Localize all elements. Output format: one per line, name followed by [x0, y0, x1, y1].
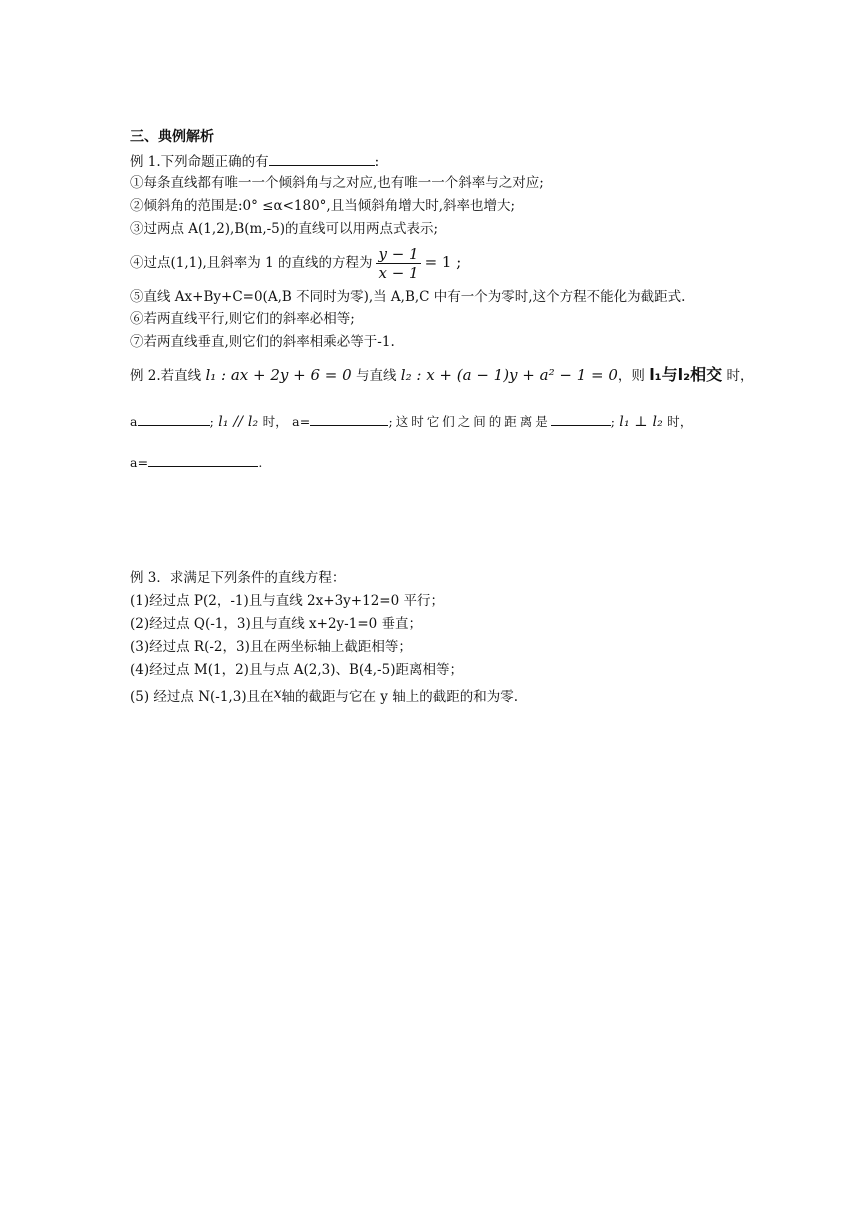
example-2-blank-intersect: [138, 411, 210, 426]
example-2-end: .: [258, 455, 263, 470]
example-2-a-eq-2: a=: [130, 455, 149, 470]
example-3-item-1: (1)经过点 P(2，-1)且与直线 2x+3y+12=0 平行；: [130, 593, 444, 609]
example-3-item-5-suffix: 轴的截距与它在 y 轴上的截距的和为零.: [281, 689, 518, 705]
example-2-perp-when: 时，: [667, 414, 693, 429]
example-1-answer-blank: [269, 151, 375, 166]
section-heading: 三、典例解析: [130, 129, 214, 145]
example-2-mid: 与直线: [356, 368, 397, 384]
intersect-condition: l₁与l₂相交: [649, 365, 723, 384]
example-3-item-2: (2)经过点 Q(-1，3)且与直线 x+2y-1=0 垂直；: [130, 616, 423, 632]
example-1-item-2: ②倾斜角的范围是:0° ≤α<180°,且当倾斜角增大时,斜率也增大;: [130, 198, 516, 214]
example-2-prefix: 例 2.若直线: [130, 368, 202, 384]
example-2-distance-text: ;这时它们之间的距离是: [388, 414, 551, 429]
example-2-blank-perpendicular: [148, 452, 258, 467]
line-l1-equation: l₁ : ax + 2y + 6 = 0: [205, 366, 352, 384]
parallel-condition: l₁ // l₂: [218, 414, 259, 430]
fraction-denominator: x − 1: [378, 264, 419, 282]
line-l2-equation: l₂ : x + (a − 1)y + a² − 1 = 0: [400, 366, 618, 384]
example-2-a-eq: a=: [292, 414, 311, 429]
perpendicular-condition: l₁ ⊥ l₂: [619, 414, 663, 430]
example-2-blank-parallel: [310, 411, 388, 426]
example-2-a-label: a: [130, 414, 138, 429]
example-1-item-5: ⑤直线 Ax+By+C=0(A,B 不同时为零),当 A,B,C 中有一个为零时,这个方程不能化为截距式.: [130, 289, 686, 305]
example-2-parallel-when: 时，: [262, 414, 288, 429]
example-1-item-4-suffix: = 1 ;: [424, 253, 462, 271]
fraction: [376, 245, 420, 282]
example-3-item-5-prefix: (5) 经过点 N(-1,3)且在: [130, 689, 274, 705]
example-1-item-6: ⑥若两直线平行,则它们的斜率必相等;: [130, 311, 355, 327]
example-2-when: 时，: [726, 368, 754, 384]
example-1-item-1: ①每条直线都有唯一一个倾斜角与之对应,也有唯一一个斜率与之对应;: [130, 175, 544, 191]
example-1-item-7: ⑦若两直线垂直,则它们的斜率相乘必等于-1.: [130, 334, 395, 350]
example-3-item-3: (3)经过点 R(-2，3)且在两坐标轴上截距相等；: [130, 639, 412, 655]
example-2-line-3: [130, 452, 263, 473]
example-1-prompt: [130, 151, 379, 172]
example-3-prompt: 例 3．求满足下列条件的直线方程：: [130, 570, 346, 586]
example-3-item-5: [130, 684, 518, 707]
example-1-item-3: ③过两点 A(1,2),B(m,-5)的直线可以用两点式表示;: [130, 221, 439, 237]
example-2-line-1: [130, 362, 753, 389]
example-1-prompt-end: :: [374, 154, 380, 170]
example-2-line-2: a ; l₁ // l₂ 时， a= ;这时它们之间的距离是 ; l₁ ⊥ l₂ 时，: [130, 410, 693, 434]
example-2-blank-distance: [551, 411, 611, 426]
fraction-numerator: y − 1: [378, 245, 419, 263]
example-2-then: ，则: [617, 368, 645, 384]
example-3-item-4: (4)经过点 M(1，2)且与点 A(2,3)、B(4,-5)距离相等；: [130, 662, 463, 678]
example-1-prompt-text: 例 1.下列命题正确的有: [130, 154, 269, 170]
example-1-item-4: [130, 241, 461, 284]
x-variable: x: [273, 686, 282, 702]
example-1-item-4-prefix: ④过点(1,1),且斜率为 1 的直线的方程为: [130, 255, 373, 271]
